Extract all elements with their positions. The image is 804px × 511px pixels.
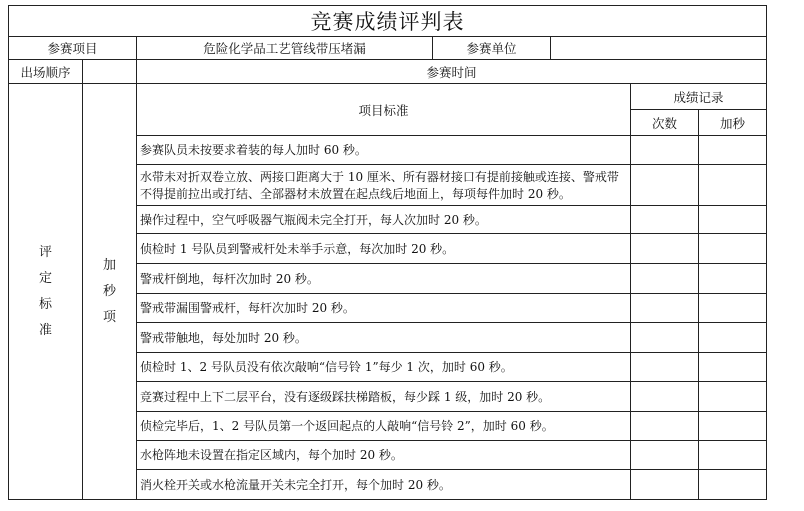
count-cell[interactable] — [631, 234, 699, 264]
seconds-cell[interactable] — [699, 234, 767, 264]
criterion-text: 警戒带触地，每处加时 20 秒。 — [137, 323, 631, 353]
seconds-cell[interactable] — [699, 136, 767, 165]
criterion-text: 警戒带漏围警戒杆，每杆次加时 20 秒。 — [137, 294, 631, 323]
count-header: 次数 — [631, 110, 699, 136]
count-cell[interactable] — [631, 136, 699, 165]
criterion-text: 侦检时 1 号队员到警戒杆处未举手示意，每次加时 20 秒。 — [137, 234, 631, 264]
criterion-text: 竞赛过程中上下二层平台，没有逐级踩扶梯踏板，每少踩 1 级，加时 20 秒。 — [137, 382, 631, 412]
criterion-text: 水枪阵地未设置在指定区域内，每个加时 20 秒。 — [137, 441, 631, 470]
seconds-cell[interactable] — [699, 264, 767, 294]
seconds-cell[interactable] — [699, 323, 767, 353]
subsection-label: 加 秒 项 — [83, 84, 137, 500]
count-cell[interactable] — [631, 382, 699, 412]
count-cell[interactable] — [631, 206, 699, 234]
criteria-header: 项目标准 — [137, 84, 631, 136]
project-label: 参赛项目 — [9, 37, 137, 60]
form-title: 竞赛成绩评判表 — [9, 6, 767, 37]
order-value-cell[interactable] — [83, 60, 137, 84]
count-cell[interactable] — [631, 323, 699, 353]
seconds-cell[interactable] — [699, 294, 767, 323]
criterion-text: 警戒杆倒地，每杆次加时 20 秒。 — [137, 264, 631, 294]
count-cell[interactable] — [631, 264, 699, 294]
seconds-header: 加秒 — [699, 110, 767, 136]
seconds-cell[interactable] — [699, 470, 767, 500]
count-cell[interactable] — [631, 441, 699, 470]
section-label: 评 定 标 准 — [9, 84, 83, 500]
count-cell[interactable] — [631, 294, 699, 323]
criterion-text: 侦检时 1、2 号队员没有依次敲响“信号铃 1”每少 1 次，加时 60 秒。 — [137, 353, 631, 382]
order-label: 出场顺序 — [9, 60, 83, 84]
count-cell[interactable] — [631, 353, 699, 382]
seconds-cell[interactable] — [699, 412, 767, 441]
count-cell[interactable] — [631, 470, 699, 500]
criterion-text: 水带未对折双卷立放、两接口距离大于 10 厘米、所有器材接口有提前接触或连接、警戒带不得提前拉出或打结、全部器材未放置在起点线后地面上，每项每件加时 20 秒。 — [137, 165, 631, 206]
evaluation-table — [8, 5, 767, 500]
count-cell[interactable] — [631, 412, 699, 441]
seconds-cell[interactable] — [699, 382, 767, 412]
seconds-cell[interactable] — [699, 441, 767, 470]
record-header: 成绩记录 — [631, 84, 767, 110]
criterion-text: 参赛队员未按要求着装的每人加时 60 秒。 — [137, 136, 631, 165]
unit-value-cell[interactable] — [551, 37, 767, 60]
seconds-cell[interactable] — [699, 206, 767, 234]
time-label: 参赛时间 — [137, 60, 767, 84]
project-value: 危险化学品工艺管线带压堵漏 — [137, 37, 433, 60]
criterion-text: 消火栓开关或水枪流量开关未完全打开，每个加时 20 秒。 — [137, 470, 631, 500]
unit-label: 参赛单位 — [433, 37, 551, 60]
seconds-cell[interactable] — [699, 353, 767, 382]
seconds-cell[interactable] — [699, 165, 767, 206]
criterion-text: 侦检完毕后，1、2 号队员第一个返回起点的人敲响“信号铃 2”，加时 60 秒。 — [137, 412, 631, 441]
count-cell[interactable] — [631, 165, 699, 206]
criterion-text: 操作过程中，空气呼吸器气瓶阀未完全打开，每人次加时 20 秒。 — [137, 206, 631, 234]
